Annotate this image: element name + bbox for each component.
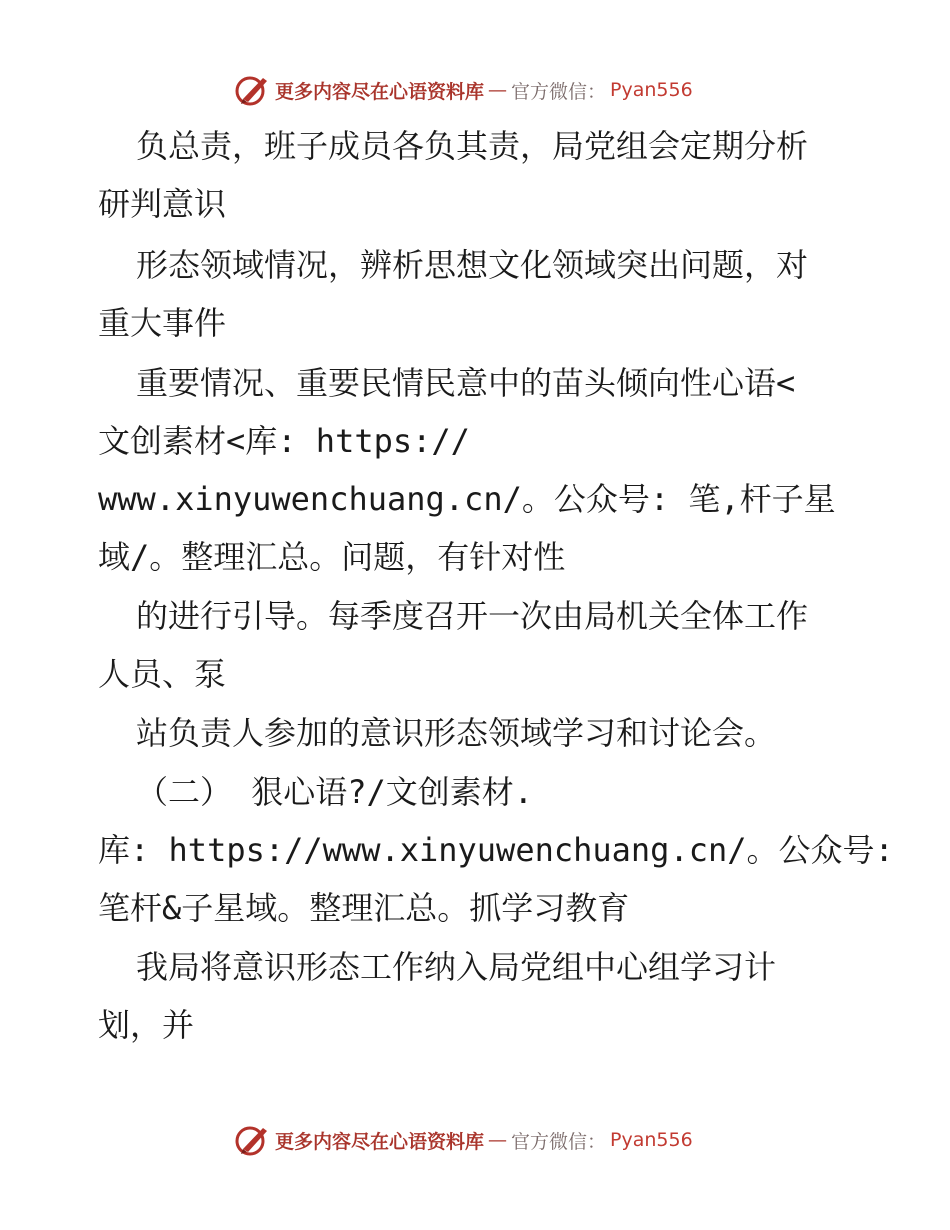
header-banner (233, 71, 693, 109)
pen-logo-icon (233, 72, 271, 108)
brand-text: 更多内容尽在心语资料库 (275, 80, 485, 103)
body-line: 笔杆&子星域。整理汇总。抓学习教育 (98, 889, 630, 927)
body-line: 重大事件 (98, 304, 227, 342)
body-line: 我局将意识形态工作纳入局党组中心组学习计 (136, 948, 777, 986)
body-line: 文创素材<库: https:// (98, 422, 470, 460)
body-line: 划，并 (98, 1006, 195, 1044)
body-line: （二） 狠心语?/文创素材. (136, 773, 534, 811)
body-line: 站负责人参加的意识形态领域学习和讨论会。 (136, 714, 777, 752)
wechat-id: Pyan556 (610, 79, 693, 101)
body-line: www.xinyuwenchuang.cn/。公众号: 笔,杆子星 (98, 480, 836, 518)
body-line: 库: https://www.xinyuwenchuang.cn/。公众号: (98, 831, 894, 869)
wechat-id: Pyan556 (610, 1129, 693, 1151)
banner-dash: — (488, 1129, 508, 1151)
body-line: 负总责，班子成员各负其责，局党组会定期分析 (136, 127, 809, 165)
footer-banner (233, 1121, 693, 1159)
body-line: 人员、泵 (98, 655, 227, 693)
wechat-label: 官方微信： (511, 1130, 607, 1153)
body-line: 研判意识 (98, 185, 227, 223)
brand-text: 更多内容尽在心语资料库 (275, 1130, 485, 1153)
wechat-label: 官方微信： (511, 80, 607, 103)
body-line: 的进行引导。每季度召开一次由局机关全体工作 (136, 597, 809, 635)
body-line: 形态领域情况，辨析思想文化领域突出问题，对 (136, 246, 809, 284)
pen-logo-icon (233, 1122, 271, 1158)
body-line: 重要情况、重要民情民意中的苗头倾向性心语< (136, 364, 796, 402)
body-line: 域/。整理汇总。问题，有针对性 (98, 538, 566, 576)
banner-dash: — (488, 79, 508, 101)
